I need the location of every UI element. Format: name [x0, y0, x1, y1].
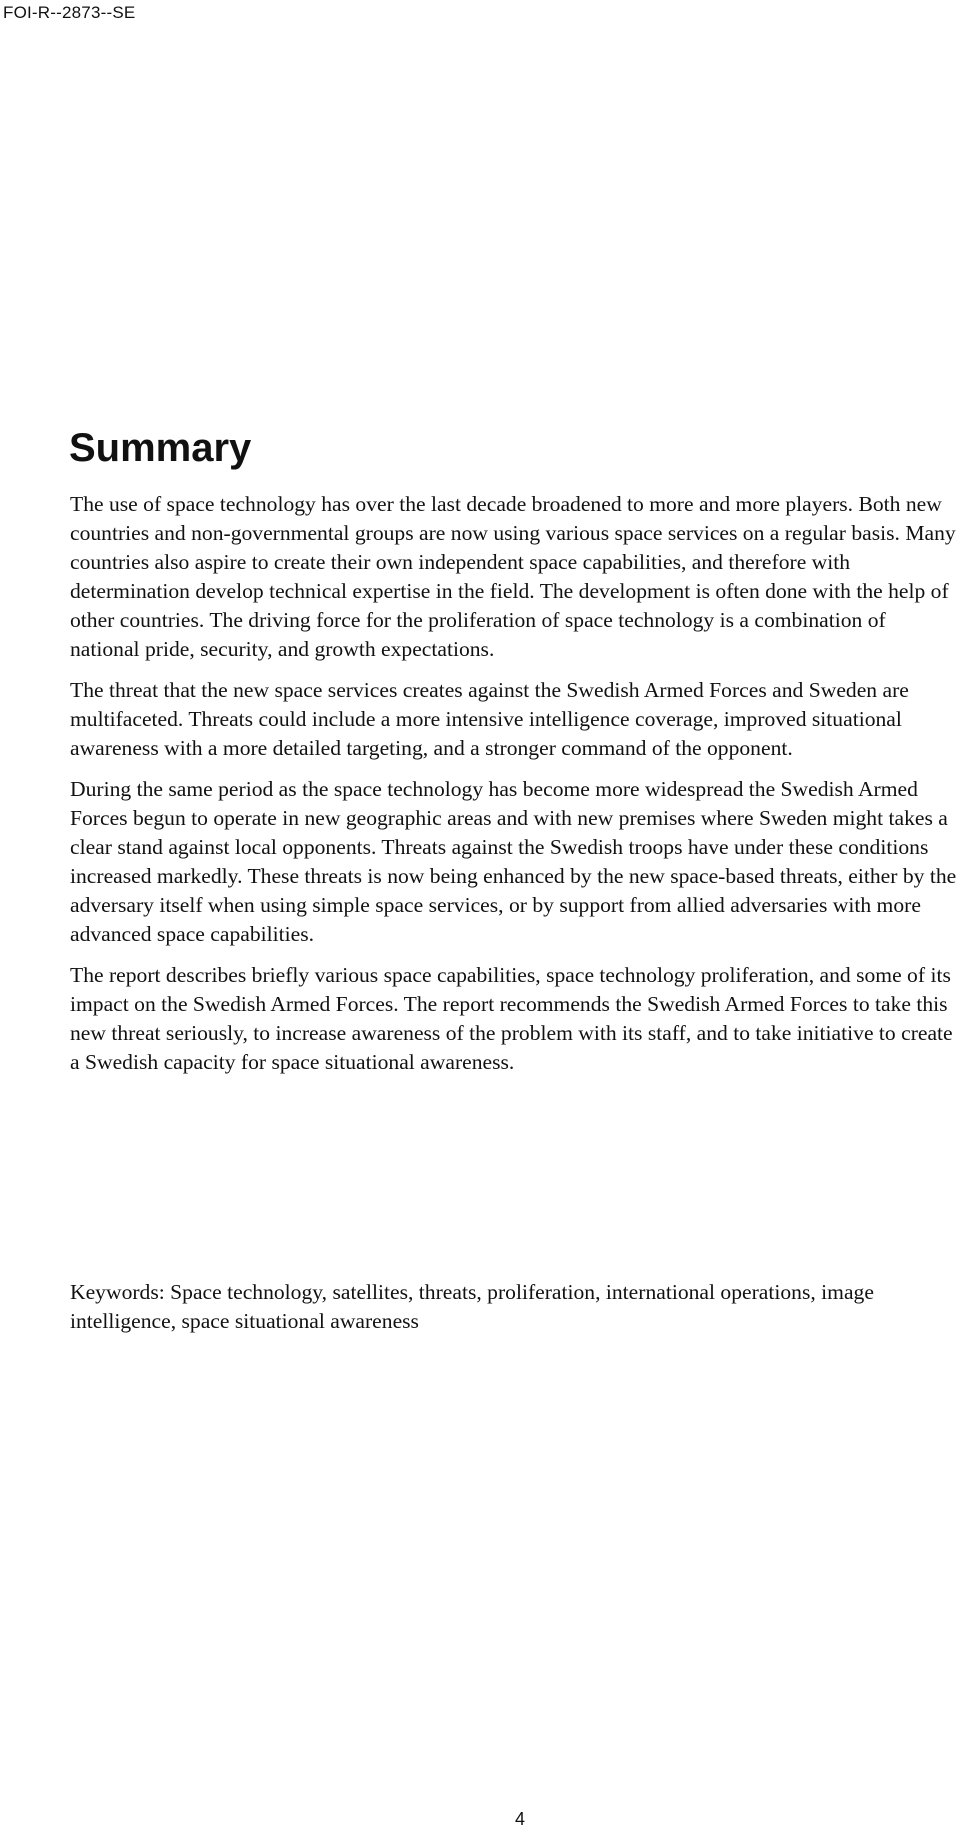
summary-paragraph: The threat that the new space services creates against the Swedish Armed Forces and Sweden are multifaceted. Threats could include a more intensive intelligence coverage, improved situational awareness with a more detailed targeting, and a stronger command of the opponent. [70, 678, 909, 760]
summary-paragraph: The use of space technology has over the last decade broadened to more and more players. Both new countries and non-governmental groups are now using various space services on a regular basis. Many countries also aspire to create their own independent space capabilities, and therefore with determination develop technical expertise in the field. The development is often done with the help of other countries. The driving force for the proliferation of space technology is a combination of national pride, security, and growth expectations. [70, 492, 956, 661]
keywords-line: Keywords: Space technology, satellites, threats, proliferation, international operations, image intelligence, space situational awareness [70, 1280, 874, 1333]
summary-paragraph: During the same period as the space technology has become more widespread the Swedish Armed Forces begun to operate in new geographic areas and with new premises where Sweden might takes a clear stand against local opponents. Threats against the Swedish troops have under these conditions increased markedly. These threats is now being enhanced by the new space-based threats, either by the adversary itself when using simple space services, or by support from allied adversaries with more advanced space capabilities. [70, 777, 957, 946]
page-number: 4 [514, 1809, 525, 1829]
page-title: Summary [69, 426, 252, 470]
document-id: FOI-R--2873--SE [3, 3, 136, 22]
summary-body [70, 490, 960, 1089]
summary-paragraph: The report describes briefly various space capabilities, space technology proliferation, and some of its impact on the Swedish Armed Forces. The report recommends the Swedish Armed Forces to take this new threat seriously, to increase awareness of the problem with its staff, and to take initiative to create a Swedish capacity for space situational awareness. [70, 963, 953, 1074]
